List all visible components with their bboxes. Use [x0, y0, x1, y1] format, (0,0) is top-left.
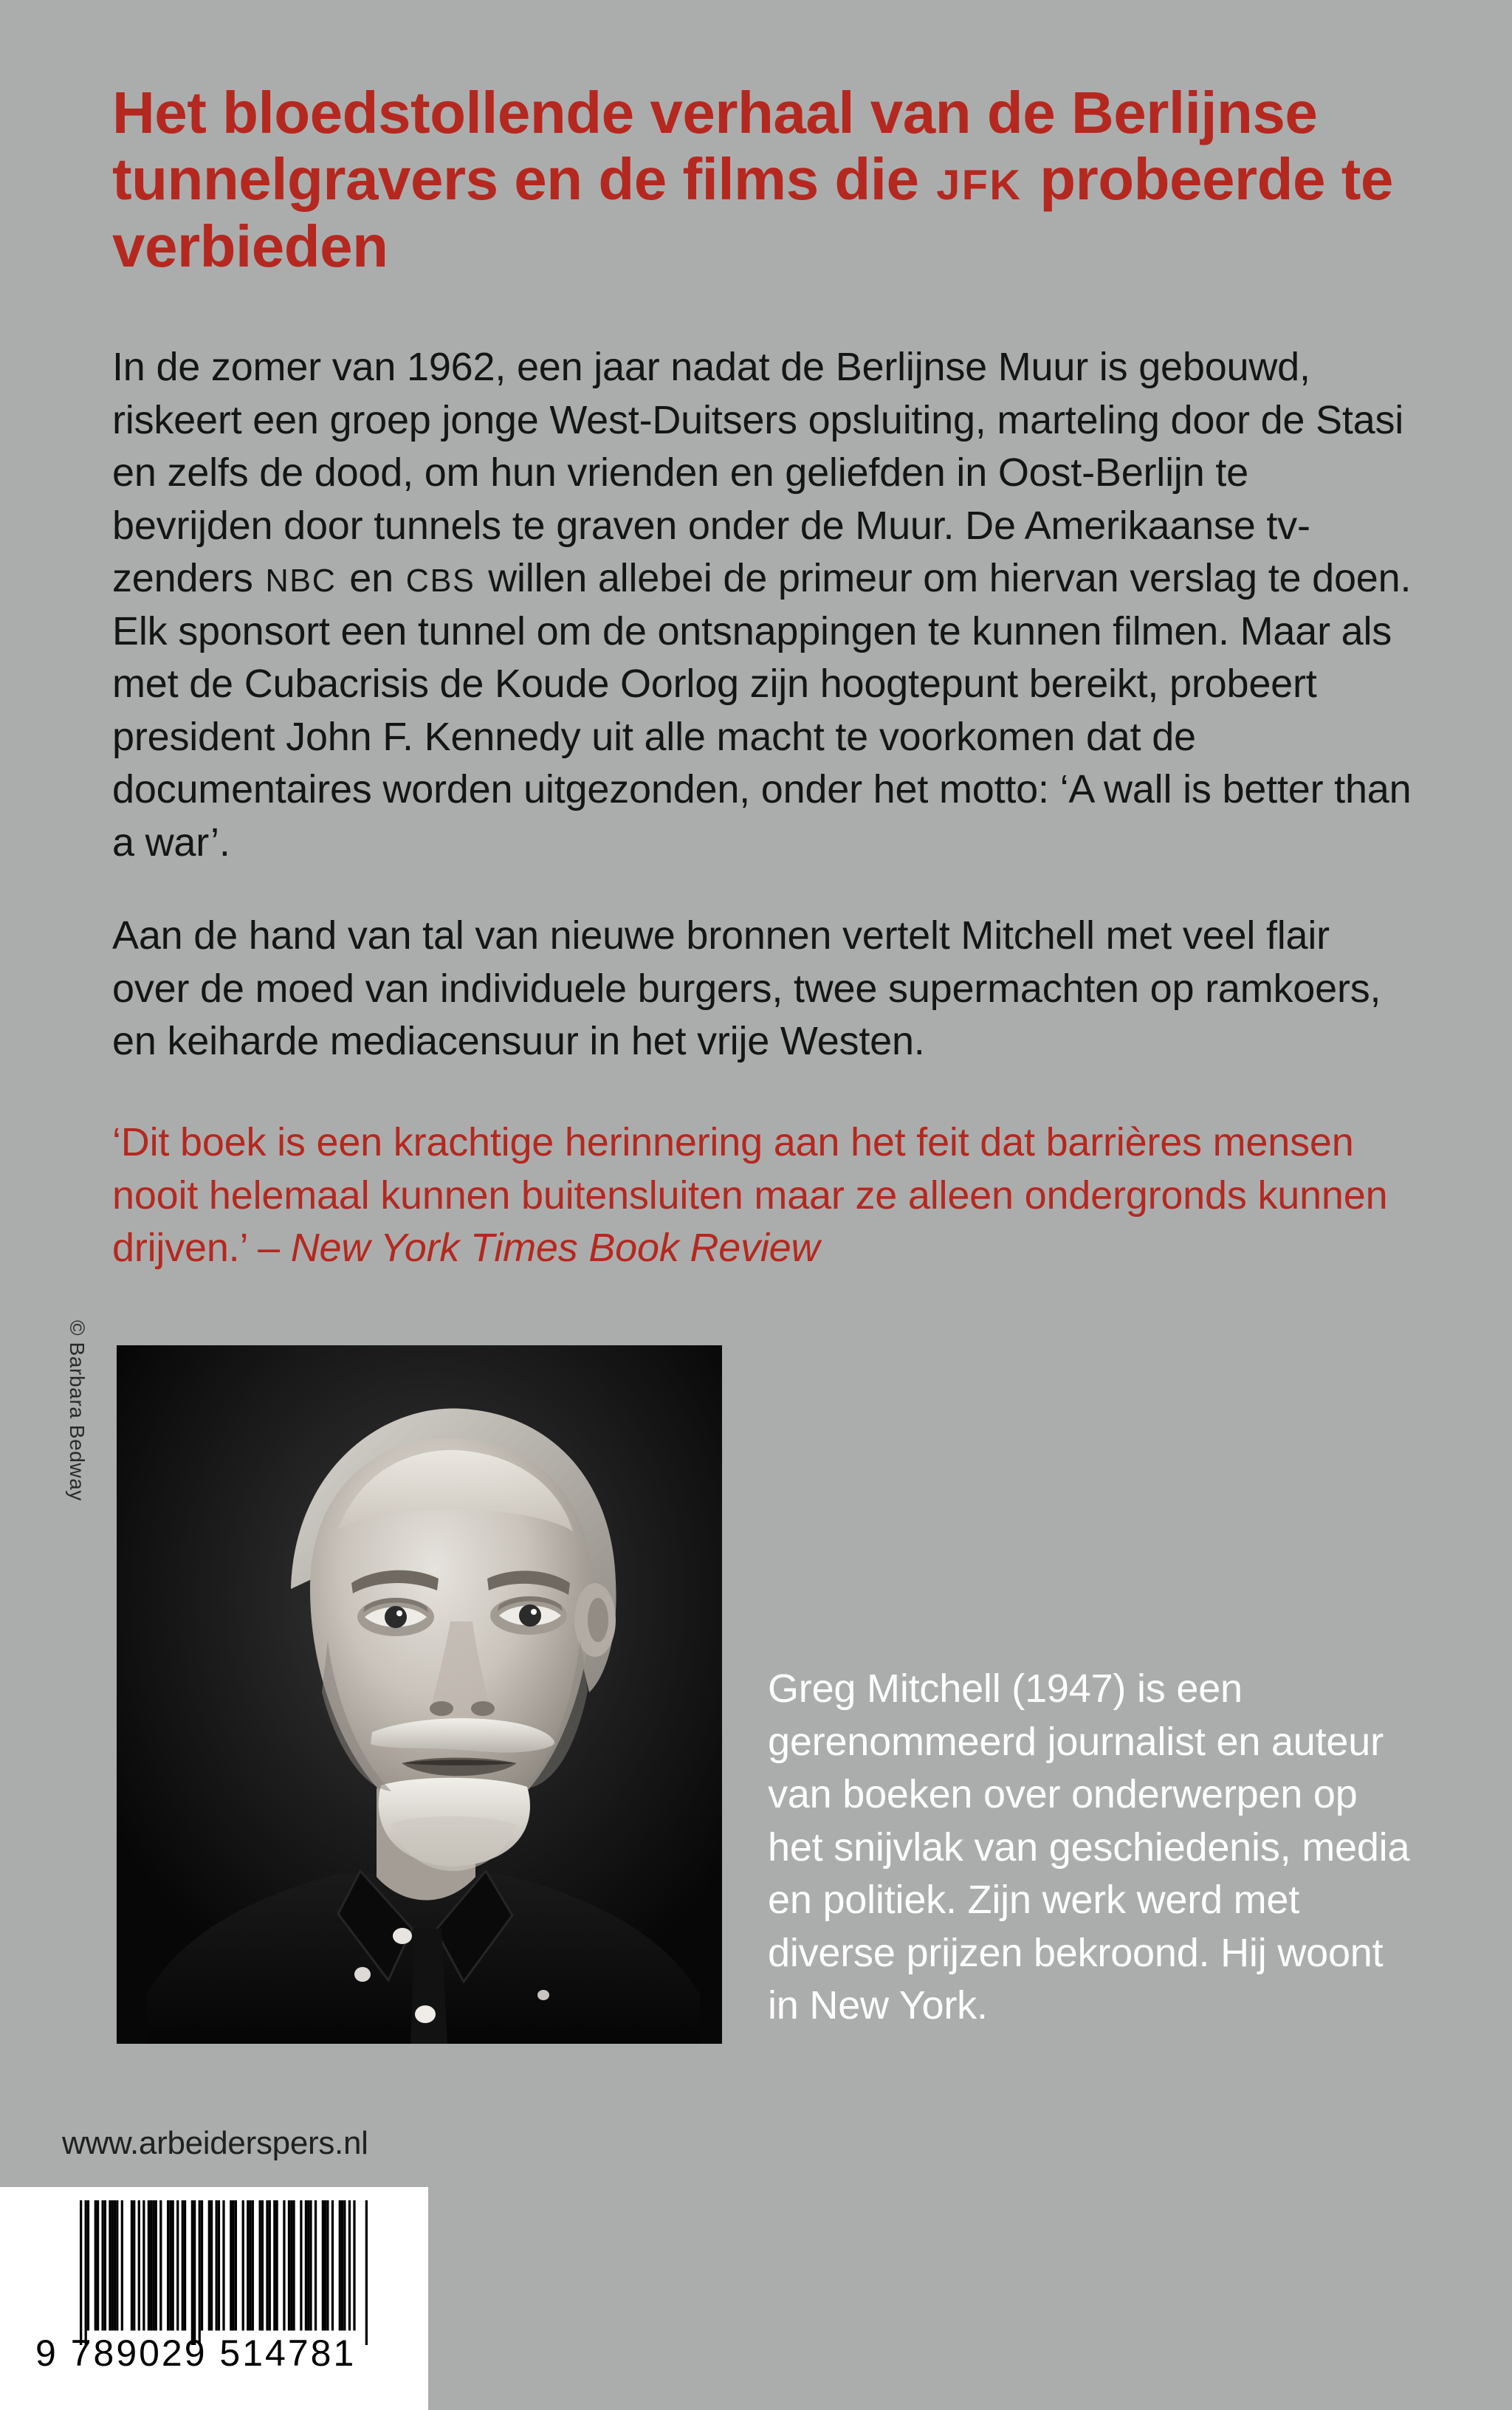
pull-quote [112, 1116, 1412, 1275]
headline-line-3: te verbieden [112, 146, 1393, 279]
author-bio: Greg Mitchell (1947) is een gerenommeerd journalist en auteur van boeken over onderwerpen op het snijvlak van geschiedenis, media en politiek. Zijn werk werd met diverse prijzen bekroond. Hij woont in New York. [768, 1666, 1410, 2028]
headline-line-1: Het bloedstollende verhaal van de Berlijnse [112, 80, 1318, 145]
blurb-paragraph-2: Aan de hand van tal van nieuwe bronnen vertelt Mitchell met veel flair over de moed van individuele burgers, twee supermachten op ramkoers, en keiharde mediacensuur in het vrije Westen. [112, 913, 1381, 1064]
author-photo [117, 1345, 722, 2044]
publisher-website[interactable]: www.arbeiderspers.nl [62, 2125, 368, 2161]
blurb-p1-part-3: willen allebei de primeur om hiervan verslag te doen. Elk sponsort een tunnel om de ontsnappingen te kunnen filmen. Maar als met de Cubacrisis de Koude Oorlog zijn hoogtepunt bereikt, probeert president John F. Kennedy uit alle macht te voorkomen dat de documentaires worden uitgezonden, onder het motto: ‘A wall is better than a war’. [112, 556, 1412, 865]
page-title [112, 80, 1412, 280]
barcode-panel [0, 2187, 428, 2410]
isbn-digits: 9 789029 514781 [35, 2332, 357, 2374]
blurb-p1-part-1: In de zomer van 1962, een jaar nadat de Berlijnse Muur is gebouwd, riskeert een groep jonge West-Duitsers opsluiting, marteling door de Stasi en zelfs de dood, om hun vrienden en geliefden in Oost-Berlijn te bevrijden door tunnels te graven onder de Muur. De Amerikaanse tv-zenders [112, 345, 1404, 601]
barcode-bars [80, 2200, 368, 2345]
headline-line-2-pre: tunnelgravers en de films die [112, 146, 935, 213]
headline-jfk-smallcaps: JFK [936, 162, 1023, 210]
pull-quote-source: New York Times Book Review [290, 1226, 820, 1271]
cbs-smallcaps: CBS [405, 563, 475, 600]
blurb-p1-part-2: en [338, 556, 405, 601]
photo-credit: © Barbara Bedway [66, 1320, 89, 1502]
nbc-smallcaps: NBC [265, 563, 337, 600]
blurb-paragraph-1 [112, 341, 1412, 869]
headline-line-2-post: probeerde [1023, 146, 1325, 213]
pull-quote-text: ‘Dit boek is een krachtige herinnering aan het feit dat barrières mensen nooit helemaal kunnen buitensluiten maar ze alleen ondergronds kunnen drijven.’ – [112, 1120, 1388, 1271]
